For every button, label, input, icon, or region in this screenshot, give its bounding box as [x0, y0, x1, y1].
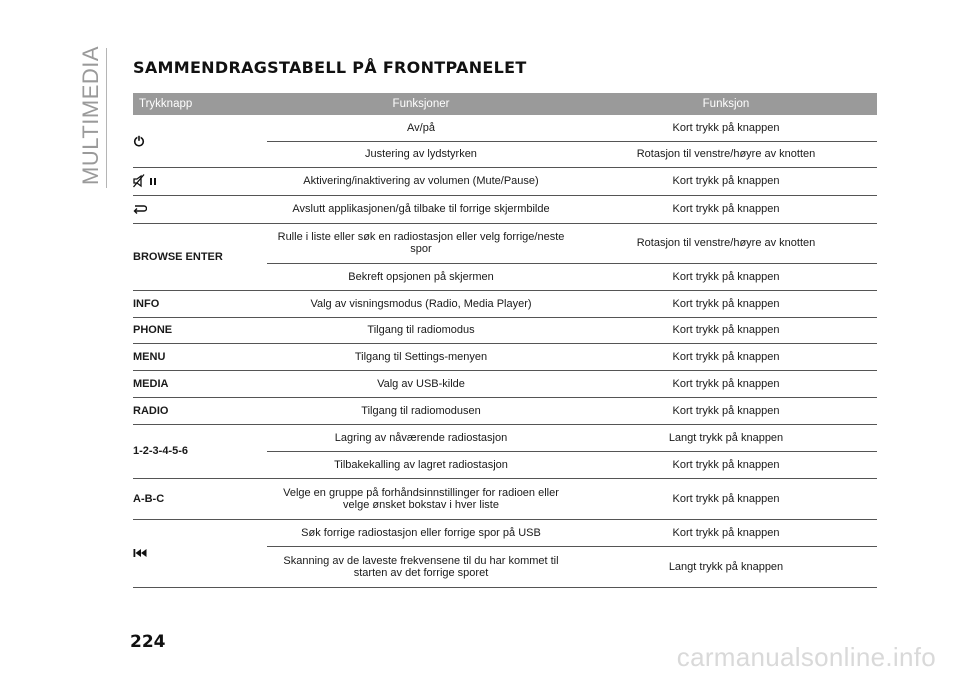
function-cell: Velge en gruppe på forhåndsinnstillinger for radioen eller velge ønsket bokstav i hver liste [267, 478, 575, 519]
table-row [133, 397, 877, 424]
function-cell: Aktivering/inaktivering av volumen (Mute/Pause) [267, 167, 575, 195]
action-cell: Kort trykk på knappen [672, 121, 780, 134]
action-cell: Kort trykk på knappen [575, 478, 877, 519]
action-cell: Rotasjon til venstre/høyre av knotten [575, 141, 877, 167]
action-cell: Kort trykk på knappen [575, 370, 877, 397]
table-row [133, 317, 877, 343]
function-cell: Valg av USB-kilde [267, 370, 575, 397]
table-row [133, 223, 877, 263]
function-cell: Lagring av nåværende radiostasjon [267, 424, 575, 451]
button-label: MEDIA [133, 370, 267, 397]
page-number: 224 [130, 632, 166, 652]
action-cell: Kort trykk på knappen [575, 195, 877, 223]
table-row [133, 290, 877, 317]
action-cell: Kort trykk på knappen [575, 451, 877, 478]
function-cell: Valg av visningsmodus (Radio, Media Player) [267, 290, 575, 317]
action-cell: Kort trykk på knappen [575, 343, 877, 370]
button-cell [133, 519, 267, 587]
previous-icon [133, 548, 147, 558]
button-cell [133, 115, 267, 167]
table-header-row [133, 93, 877, 115]
button-cell [133, 195, 267, 223]
table-row [133, 343, 877, 370]
action-cell: Kort trykk på knappen [575, 317, 877, 343]
action-cell: Kort trykk på knappen [575, 397, 877, 424]
header-function: Funksjon [575, 93, 877, 115]
section-label: MULTIMEDIA [78, 45, 103, 185]
button-label: BROWSE ENTER [133, 223, 267, 290]
back-icon [133, 203, 147, 215]
function-cell: Avslutt applikasjonen/gå tilbake til forrige skjermbilde [267, 195, 575, 223]
action-cell: Rotasjon til venstre/høyre av knotten [575, 223, 877, 263]
table-row [133, 370, 877, 397]
table-row [133, 519, 877, 546]
button-label: PHONE [133, 317, 267, 343]
table-row [133, 478, 877, 519]
button-cell [133, 167, 267, 195]
action-cell: Langt trykk på knappen [575, 424, 877, 451]
header-button: Trykknapp [133, 93, 267, 115]
function-cell: Tilgang til radiomodus [267, 317, 575, 343]
action-cell: Kort trykk på knappen [575, 290, 877, 317]
function-cell: Søk forrige radiostasjon eller forrige spor på USB [267, 519, 575, 546]
button-label: INFO [133, 290, 267, 317]
button-label: MENU [133, 343, 267, 370]
watermark: carmanualsonline.info [676, 642, 936, 672]
page-title: SAMMENDRAGSTABELL PÅ FRONTPANELET [133, 58, 527, 77]
action-cell: Kort trykk på knappen [575, 519, 877, 546]
function-cell: Av/på [407, 121, 435, 134]
function-cell: Tilgang til radiomodusen [267, 397, 575, 424]
action-cell: Langt trykk på knappen [575, 546, 877, 587]
function-cell: Bekreft opsjonen på skjermen [267, 263, 575, 290]
table-row [133, 424, 877, 451]
function-cell: Tilgang til Settings-menyen [267, 343, 575, 370]
power-icon [133, 135, 145, 147]
function-cell: Justering av lydstyrken [267, 141, 575, 167]
sidebar-divider [106, 48, 107, 188]
mute-pause-icon [133, 174, 159, 188]
function-cell: Skanning av de laveste frekvensene til du har kommet til starten av det forrige sporet [267, 546, 575, 587]
action-cell: Kort trykk på knappen [575, 167, 877, 195]
button-label: 1-2-3-4-5-6 [133, 424, 267, 478]
button-label: A-B-C [133, 478, 267, 519]
function-cell: Tilbakekalling av lagret radiostasjon [267, 451, 575, 478]
action-cell: Kort trykk på knappen [575, 263, 877, 290]
table-row [133, 115, 877, 141]
function-cell: Rulle i liste eller søk en radiostasjon eller velg forrige/neste spor [267, 223, 575, 263]
table-row [133, 195, 877, 223]
header-functions: Funksjoner [267, 93, 575, 115]
summary-table [133, 93, 877, 588]
button-label: RADIO [133, 397, 267, 424]
table-row [133, 167, 877, 195]
